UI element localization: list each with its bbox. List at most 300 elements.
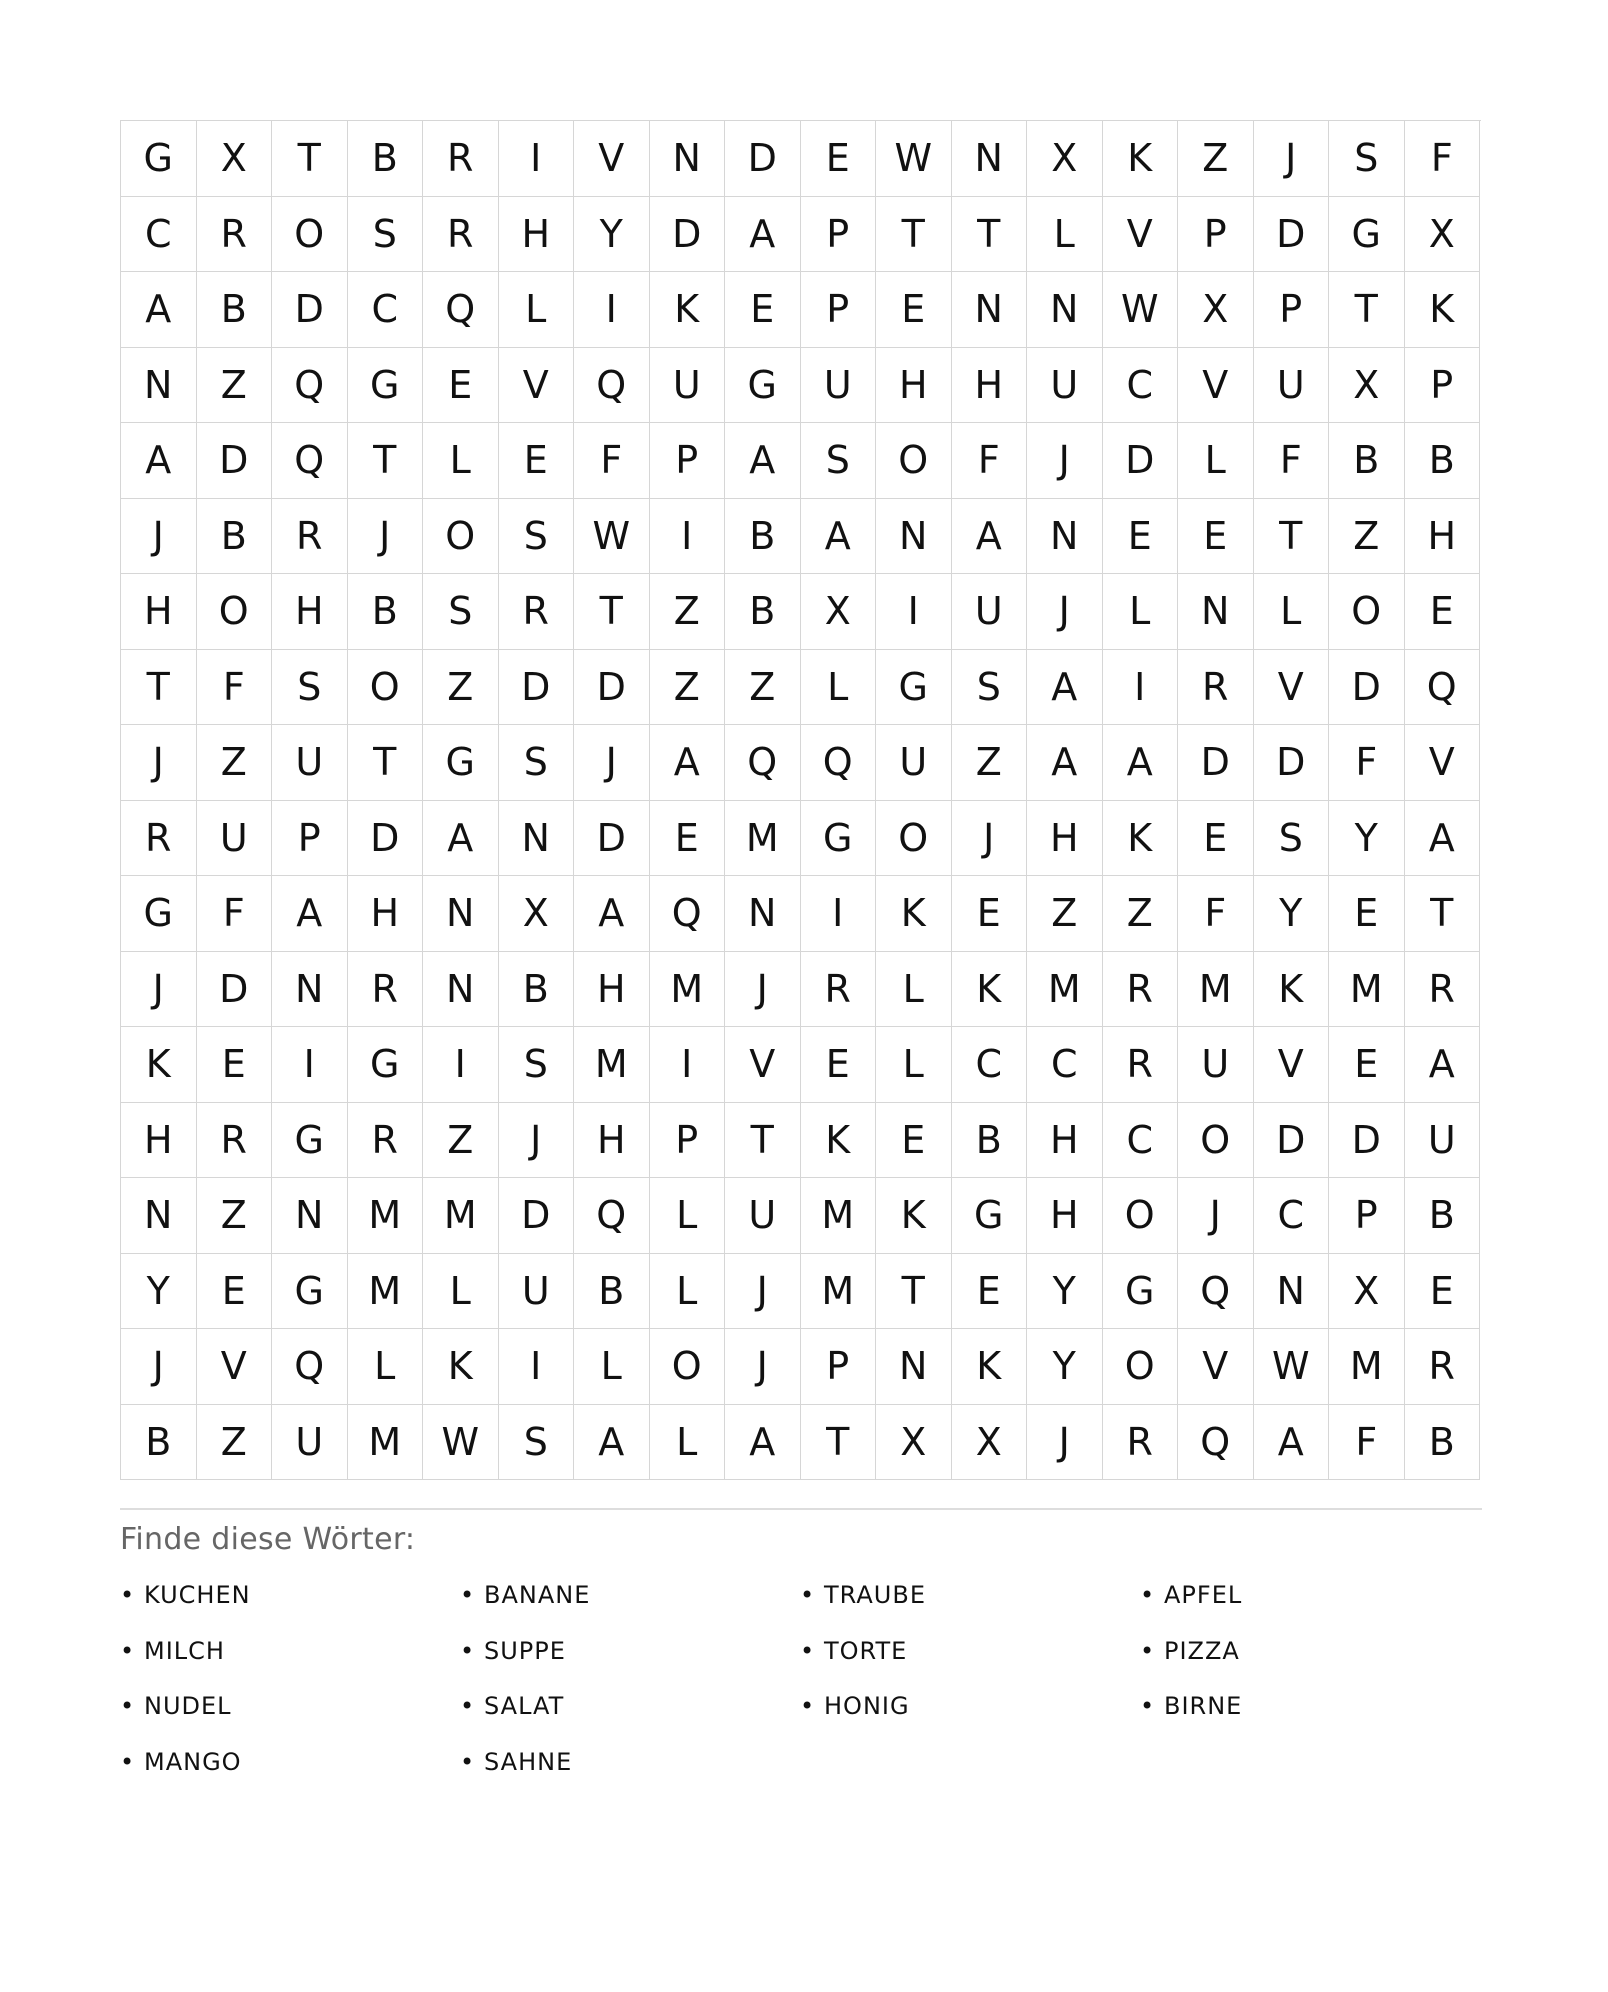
grid-cell[interactable]: B [1405,423,1481,499]
grid-cell[interactable]: Q [574,348,650,424]
grid-cell[interactable]: Q [801,725,877,801]
grid-cell[interactable]: B [1405,1178,1481,1254]
grid-cell[interactable]: Q [272,1329,348,1405]
grid-cell[interactable]: E [952,1254,1028,1330]
grid-cell[interactable]: Y [121,1254,197,1330]
grid-cell[interactable]: N [725,876,801,952]
grid-cell[interactable]: F [574,423,650,499]
grid-cell[interactable]: T [574,574,650,650]
grid-cell[interactable]: N [423,952,499,1028]
grid-cell[interactable]: K [801,1103,877,1179]
grid-cell[interactable]: U [1405,1103,1481,1179]
grid-cell[interactable]: K [952,1329,1028,1405]
grid-cell[interactable]: J [1027,423,1103,499]
grid-cell[interactable]: D [348,801,424,877]
grid-cell[interactable]: L [1103,574,1179,650]
grid-cell[interactable]: E [876,1103,952,1179]
grid-cell[interactable]: R [197,197,273,273]
grid-cell[interactable]: K [876,1178,952,1254]
grid-cell[interactable]: Z [197,725,273,801]
grid-cell[interactable]: J [1027,1405,1103,1481]
grid-cell[interactable]: X [801,574,877,650]
grid-cell[interactable]: E [801,1027,877,1103]
grid-cell[interactable]: T [1405,876,1481,952]
grid-cell[interactable]: G [272,1103,348,1179]
grid-cell[interactable]: C [1027,1027,1103,1103]
grid-cell[interactable]: D [1254,1103,1330,1179]
grid-cell[interactable]: H [1027,1178,1103,1254]
grid-cell[interactable]: P [1178,197,1254,273]
grid-cell[interactable]: H [876,348,952,424]
grid-cell[interactable]: D [725,121,801,197]
grid-cell[interactable]: P [801,272,877,348]
grid-cell[interactable]: T [348,423,424,499]
grid-cell[interactable]: A [725,197,801,273]
grid-cell[interactable]: R [423,197,499,273]
grid-cell[interactable]: Z [1027,876,1103,952]
grid-cell[interactable]: M [574,1027,650,1103]
grid-cell[interactable]: P [272,801,348,877]
grid-cell[interactable]: E [1329,1027,1405,1103]
grid-cell[interactable]: A [801,499,877,575]
grid-cell[interactable]: H [574,1103,650,1179]
grid-cell[interactable]: E [725,272,801,348]
grid-cell[interactable]: Q [574,1178,650,1254]
grid-cell[interactable]: A [952,499,1028,575]
grid-cell[interactable]: P [1329,1178,1405,1254]
grid-cell[interactable]: X [952,1405,1028,1481]
grid-cell[interactable]: D [1103,423,1179,499]
grid-cell[interactable]: N [1254,1254,1330,1330]
grid-cell[interactable]: M [348,1254,424,1330]
grid-cell[interactable]: O [1103,1329,1179,1405]
grid-cell[interactable]: D [197,423,273,499]
grid-cell[interactable]: I [499,1329,575,1405]
grid-cell[interactable]: Q [1405,650,1481,726]
grid-cell[interactable]: B [574,1254,650,1330]
grid-cell[interactable]: U [876,725,952,801]
grid-cell[interactable]: D [1254,197,1330,273]
grid-cell[interactable]: R [1103,1405,1179,1481]
grid-cell[interactable]: R [499,574,575,650]
grid-cell[interactable]: M [1329,952,1405,1028]
grid-cell[interactable]: K [121,1027,197,1103]
grid-cell[interactable]: J [725,1254,801,1330]
grid-cell[interactable]: L [423,423,499,499]
grid-cell[interactable]: S [499,1405,575,1481]
grid-cell[interactable]: H [1027,1103,1103,1179]
grid-cell[interactable]: C [1254,1178,1330,1254]
grid-cell[interactable]: W [1254,1329,1330,1405]
grid-cell[interactable]: X [876,1405,952,1481]
grid-cell[interactable]: W [1103,272,1179,348]
grid-cell[interactable]: C [952,1027,1028,1103]
grid-cell[interactable]: O [876,423,952,499]
grid-cell[interactable]: J [121,499,197,575]
grid-cell[interactable]: R [423,121,499,197]
grid-cell[interactable]: J [1178,1178,1254,1254]
grid-cell[interactable]: Z [725,650,801,726]
grid-cell[interactable]: V [1254,1027,1330,1103]
grid-cell[interactable]: F [1178,876,1254,952]
grid-cell[interactable]: M [348,1405,424,1481]
grid-cell[interactable]: K [1103,801,1179,877]
grid-cell[interactable]: P [801,197,877,273]
grid-cell[interactable]: J [499,1103,575,1179]
grid-cell[interactable]: A [574,1405,650,1481]
grid-cell[interactable]: F [197,650,273,726]
grid-cell[interactable]: E [499,423,575,499]
grid-cell[interactable]: S [348,197,424,273]
grid-cell[interactable]: Z [197,1178,273,1254]
grid-cell[interactable]: M [801,1178,877,1254]
grid-cell[interactable]: E [423,348,499,424]
grid-cell[interactable]: T [952,197,1028,273]
grid-cell[interactable]: J [121,725,197,801]
grid-cell[interactable]: H [121,1103,197,1179]
grid-cell[interactable]: N [499,801,575,877]
grid-cell[interactable]: B [1329,423,1405,499]
grid-cell[interactable]: U [1178,1027,1254,1103]
grid-cell[interactable]: A [574,876,650,952]
grid-cell[interactable]: K [1254,952,1330,1028]
grid-cell[interactable]: R [1405,1329,1481,1405]
grid-cell[interactable]: U [197,801,273,877]
grid-cell[interactable]: Z [952,725,1028,801]
grid-cell[interactable]: S [801,423,877,499]
grid-cell[interactable]: V [499,348,575,424]
grid-cell[interactable]: Z [1178,121,1254,197]
grid-cell[interactable]: A [1027,725,1103,801]
grid-cell[interactable]: V [1178,1329,1254,1405]
grid-cell[interactable]: L [650,1254,726,1330]
grid-cell[interactable]: I [272,1027,348,1103]
grid-cell[interactable]: Y [1329,801,1405,877]
grid-cell[interactable]: C [1103,1103,1179,1179]
grid-cell[interactable]: B [1405,1405,1481,1481]
grid-cell[interactable]: A [1405,1027,1481,1103]
grid-cell[interactable]: Y [1027,1329,1103,1405]
grid-cell[interactable]: R [197,1103,273,1179]
grid-cell[interactable]: A [423,801,499,877]
grid-cell[interactable]: T [876,197,952,273]
grid-cell[interactable]: D [1329,1103,1405,1179]
grid-cell[interactable]: B [197,272,273,348]
grid-cell[interactable]: J [952,801,1028,877]
grid-cell[interactable]: Q [1178,1405,1254,1481]
grid-cell[interactable]: B [348,574,424,650]
grid-cell[interactable]: Z [650,574,726,650]
grid-cell[interactable]: G [1329,197,1405,273]
grid-cell[interactable]: K [1405,272,1481,348]
grid-cell[interactable]: N [121,348,197,424]
grid-cell[interactable]: R [801,952,877,1028]
grid-cell[interactable]: Z [197,1405,273,1481]
grid-cell[interactable]: I [574,272,650,348]
grid-cell[interactable]: G [725,348,801,424]
grid-cell[interactable]: I [650,499,726,575]
grid-cell[interactable]: E [952,876,1028,952]
grid-cell[interactable]: L [1178,423,1254,499]
grid-cell[interactable]: R [1178,650,1254,726]
grid-cell[interactable]: X [1178,272,1254,348]
grid-cell[interactable]: B [121,1405,197,1481]
grid-cell[interactable]: D [574,801,650,877]
grid-cell[interactable]: X [1329,1254,1405,1330]
grid-cell[interactable]: H [574,952,650,1028]
grid-cell[interactable]: E [650,801,726,877]
grid-cell[interactable]: V [197,1329,273,1405]
grid-cell[interactable]: K [650,272,726,348]
grid-cell[interactable]: A [725,1405,801,1481]
grid-cell[interactable]: J [121,1329,197,1405]
grid-cell[interactable]: E [1405,574,1481,650]
grid-cell[interactable]: F [1329,1405,1405,1481]
grid-cell[interactable]: Y [574,197,650,273]
grid-cell[interactable]: I [423,1027,499,1103]
grid-cell[interactable]: E [1405,1254,1481,1330]
grid-cell[interactable]: S [499,1027,575,1103]
grid-cell[interactable]: M [650,952,726,1028]
grid-cell[interactable]: L [348,1329,424,1405]
grid-cell[interactable]: S [272,650,348,726]
grid-cell[interactable]: A [1103,725,1179,801]
grid-cell[interactable]: H [952,348,1028,424]
grid-cell[interactable]: X [1405,197,1481,273]
grid-cell[interactable]: H [1027,801,1103,877]
grid-cell[interactable]: Q [272,423,348,499]
grid-cell[interactable]: Y [1254,876,1330,952]
grid-cell[interactable]: E [1178,499,1254,575]
grid-cell[interactable]: N [952,121,1028,197]
grid-cell[interactable]: V [574,121,650,197]
grid-cell[interactable]: L [876,1027,952,1103]
grid-cell[interactable]: F [1254,423,1330,499]
grid-cell[interactable]: I [499,121,575,197]
grid-cell[interactable]: G [272,1254,348,1330]
grid-cell[interactable]: H [499,197,575,273]
grid-cell[interactable]: X [1027,121,1103,197]
grid-cell[interactable]: M [348,1178,424,1254]
grid-cell[interactable]: X [197,121,273,197]
grid-cell[interactable]: E [876,272,952,348]
grid-cell[interactable]: B [725,499,801,575]
grid-cell[interactable]: Z [1329,499,1405,575]
grid-cell[interactable]: F [952,423,1028,499]
grid-cell[interactable]: N [650,121,726,197]
grid-cell[interactable]: U [272,1405,348,1481]
grid-cell[interactable]: G [952,1178,1028,1254]
grid-cell[interactable]: K [952,952,1028,1028]
grid-cell[interactable]: Z [423,650,499,726]
grid-cell[interactable]: D [197,952,273,1028]
grid-cell[interactable]: J [1027,574,1103,650]
grid-cell[interactable]: A [1254,1405,1330,1481]
grid-cell[interactable]: K [876,876,952,952]
grid-cell[interactable]: O [423,499,499,575]
grid-cell[interactable]: N [272,952,348,1028]
grid-cell[interactable]: K [1103,121,1179,197]
grid-cell[interactable]: W [876,121,952,197]
grid-cell[interactable]: X [1329,348,1405,424]
grid-cell[interactable]: L [574,1329,650,1405]
grid-cell[interactable]: M [1027,952,1103,1028]
grid-cell[interactable]: L [423,1254,499,1330]
grid-cell[interactable]: P [1254,272,1330,348]
grid-cell[interactable]: O [1329,574,1405,650]
grid-cell[interactable]: D [272,272,348,348]
grid-cell[interactable]: G [348,348,424,424]
grid-cell[interactable]: D [1254,725,1330,801]
grid-cell[interactable]: H [121,574,197,650]
grid-cell[interactable]: O [650,1329,726,1405]
grid-cell[interactable]: U [650,348,726,424]
grid-cell[interactable]: T [1329,272,1405,348]
grid-cell[interactable]: U [499,1254,575,1330]
grid-cell[interactable]: Q [725,725,801,801]
grid-cell[interactable]: H [348,876,424,952]
grid-cell[interactable]: W [423,1405,499,1481]
grid-cell[interactable]: S [1254,801,1330,877]
grid-cell[interactable]: P [650,1103,726,1179]
grid-cell[interactable]: Z [650,650,726,726]
grid-cell[interactable]: A [650,725,726,801]
grid-cell[interactable]: U [952,574,1028,650]
grid-cell[interactable]: F [1329,725,1405,801]
grid-cell[interactable]: E [1103,499,1179,575]
grid-cell[interactable]: J [1254,121,1330,197]
grid-cell[interactable]: J [725,1329,801,1405]
grid-cell[interactable]: W [574,499,650,575]
grid-cell[interactable]: Z [1103,876,1179,952]
grid-cell[interactable]: L [801,650,877,726]
grid-cell[interactable]: V [725,1027,801,1103]
grid-cell[interactable]: R [272,499,348,575]
grid-cell[interactable]: R [1103,952,1179,1028]
grid-cell[interactable]: J [574,725,650,801]
grid-cell[interactable]: O [348,650,424,726]
grid-cell[interactable]: C [121,197,197,273]
grid-cell[interactable]: I [876,574,952,650]
grid-cell[interactable]: S [499,499,575,575]
grid-cell[interactable]: I [801,876,877,952]
grid-cell[interactable]: T [272,121,348,197]
grid-cell[interactable]: I [1103,650,1179,726]
grid-cell[interactable]: O [1103,1178,1179,1254]
grid-cell[interactable]: O [1178,1103,1254,1179]
grid-cell[interactable]: Q [423,272,499,348]
grid-cell[interactable]: N [1027,499,1103,575]
grid-cell[interactable]: F [197,876,273,952]
grid-cell[interactable]: I [650,1027,726,1103]
grid-cell[interactable]: N [1027,272,1103,348]
grid-cell[interactable]: P [801,1329,877,1405]
grid-cell[interactable]: H [272,574,348,650]
grid-cell[interactable]: B [725,574,801,650]
grid-cell[interactable]: Q [272,348,348,424]
grid-cell[interactable]: T [801,1405,877,1481]
grid-cell[interactable]: E [1178,801,1254,877]
grid-cell[interactable]: A [121,423,197,499]
grid-cell[interactable]: M [1329,1329,1405,1405]
grid-cell[interactable]: X [499,876,575,952]
grid-cell[interactable]: V [1178,348,1254,424]
grid-cell[interactable]: R [1103,1027,1179,1103]
grid-cell[interactable]: G [121,876,197,952]
grid-cell[interactable]: R [1405,952,1481,1028]
grid-cell[interactable]: P [650,423,726,499]
grid-cell[interactable]: M [423,1178,499,1254]
grid-cell[interactable]: N [876,499,952,575]
grid-cell[interactable]: J [348,499,424,575]
grid-cell[interactable]: T [1254,499,1330,575]
grid-cell[interactable]: A [725,423,801,499]
grid-cell[interactable]: N [121,1178,197,1254]
grid-cell[interactable]: M [725,801,801,877]
grid-cell[interactable]: E [197,1027,273,1103]
grid-cell[interactable]: M [801,1254,877,1330]
grid-cell[interactable]: B [952,1103,1028,1179]
grid-cell[interactable]: B [197,499,273,575]
grid-cell[interactable]: T [121,650,197,726]
grid-cell[interactable]: V [1254,650,1330,726]
grid-cell[interactable]: B [348,121,424,197]
grid-cell[interactable]: J [121,952,197,1028]
grid-cell[interactable]: S [423,574,499,650]
grid-cell[interactable]: T [876,1254,952,1330]
grid-cell[interactable]: Y [1027,1254,1103,1330]
grid-cell[interactable]: G [876,650,952,726]
grid-cell[interactable]: U [272,725,348,801]
grid-cell[interactable]: R [348,952,424,1028]
grid-cell[interactable]: Z [423,1103,499,1179]
grid-cell[interactable]: E [1329,876,1405,952]
grid-cell[interactable]: Z [197,348,273,424]
grid-cell[interactable]: L [1027,197,1103,273]
grid-cell[interactable]: A [1027,650,1103,726]
grid-cell[interactable]: U [725,1178,801,1254]
grid-cell[interactable]: N [952,272,1028,348]
grid-cell[interactable]: D [499,650,575,726]
grid-cell[interactable]: G [801,801,877,877]
grid-cell[interactable]: L [650,1178,726,1254]
grid-cell[interactable]: L [499,272,575,348]
grid-cell[interactable]: G [348,1027,424,1103]
grid-cell[interactable]: E [197,1254,273,1330]
grid-cell[interactable]: D [499,1178,575,1254]
grid-cell[interactable]: L [876,952,952,1028]
grid-cell[interactable]: U [801,348,877,424]
grid-cell[interactable]: T [348,725,424,801]
grid-cell[interactable]: L [1254,574,1330,650]
grid-cell[interactable]: T [725,1103,801,1179]
grid-cell[interactable]: U [1027,348,1103,424]
grid-cell[interactable]: U [1254,348,1330,424]
grid-cell[interactable]: P [1405,348,1481,424]
grid-cell[interactable]: D [574,650,650,726]
grid-cell[interactable]: S [1329,121,1405,197]
grid-cell[interactable]: H [1405,499,1481,575]
grid-cell[interactable]: D [1329,650,1405,726]
grid-cell[interactable]: Q [650,876,726,952]
grid-cell[interactable]: O [272,197,348,273]
grid-cell[interactable]: S [499,725,575,801]
grid-cell[interactable]: B [499,952,575,1028]
grid-cell[interactable]: V [1405,725,1481,801]
grid-cell[interactable]: S [952,650,1028,726]
grid-cell[interactable]: O [876,801,952,877]
grid-cell[interactable]: N [423,876,499,952]
